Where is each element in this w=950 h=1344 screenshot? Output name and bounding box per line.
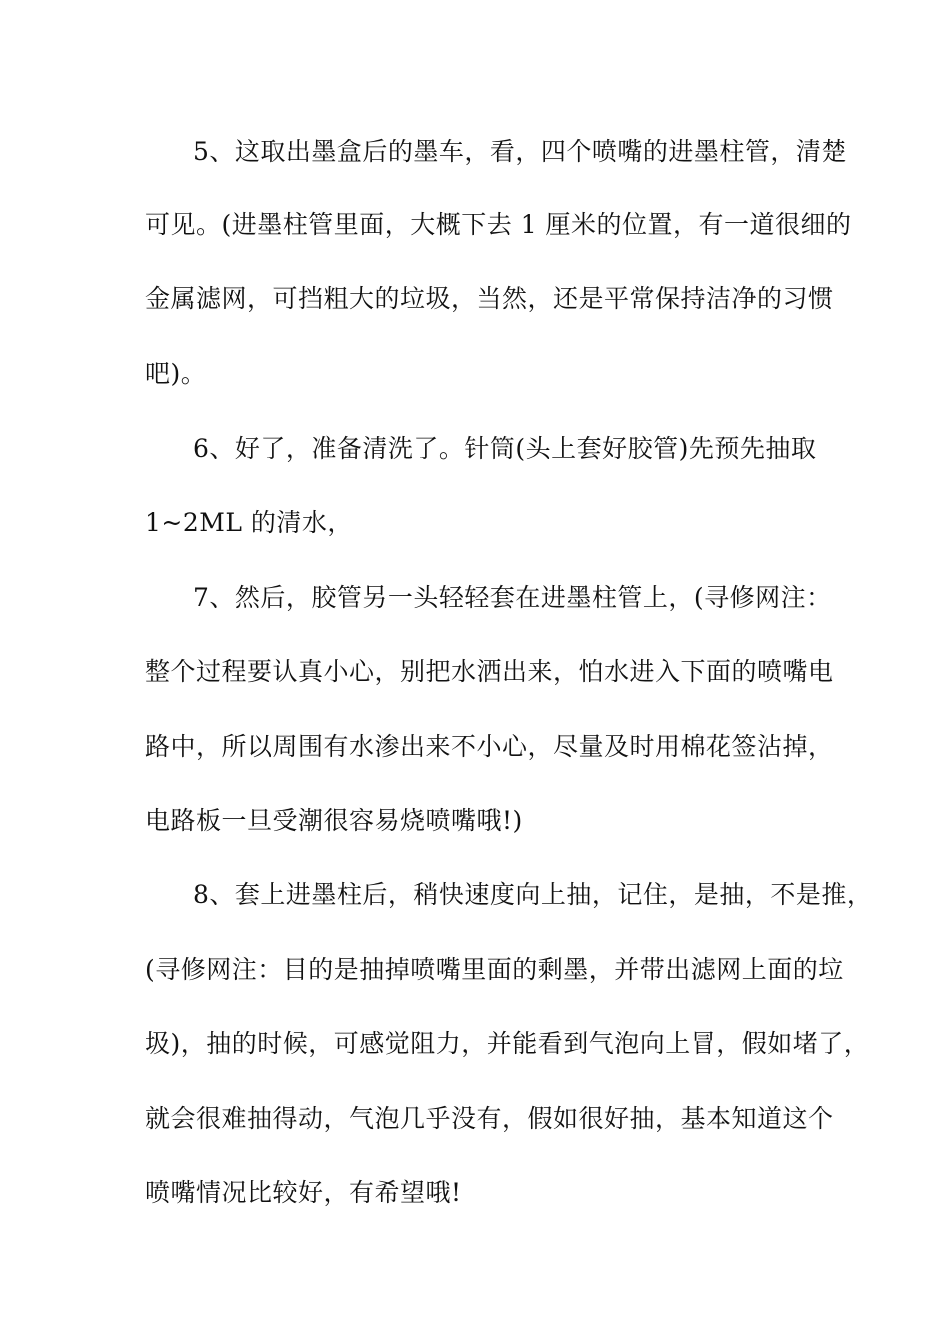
paragraph-8-line-5: 喷嘴情况比较好，有希望哦! — [145, 1178, 462, 1207]
paragraph-5-line-4: 吧)。 — [145, 359, 207, 388]
paragraph-5-line-2: 可见。(进墨柱管里面，大概下去 1 厘米的位置，有一道很细的 — [145, 210, 852, 239]
paragraph-7-line-3: 路中，所以周围有水渗出来不小心，尽量及时用棉花签沾掉， — [145, 732, 834, 761]
paragraph-6-line-2: 1~2ML 的清水， — [145, 508, 353, 537]
paragraph-5-line-3: 金属滤网，可挡粗大的垃圾，当然，还是平常保持洁净的习惯 — [145, 284, 834, 313]
paragraph-6-line-1: 6、好了，准备清洗了。针筒(头上套好胶管)先预先抽取 — [193, 434, 817, 463]
paragraph-7-line-1: 7、然后，胶管另一头轻轻套在进墨柱管上，(寻修网注： — [193, 583, 832, 612]
paragraph-7-line-2: 整个过程要认真小心，别把水洒出来，怕水进入下面的喷嘴电 — [145, 657, 834, 686]
paragraph-5-line-1: 5、这取出墨盒后的墨车，看，四个喷嘴的进墨柱管，清楚 — [193, 137, 847, 166]
paragraph-7-line-4: 电路板一旦受潮很容易烧喷嘴哦!) — [145, 806, 523, 835]
paragraph-8-line-1: 8、套上进墨柱后，稍快速度向上抽，记住，是抽，不是推， — [193, 880, 873, 909]
paragraph-8-line-4: 就会很难抽得动，气泡几乎没有，假如很好抽，基本知道这个 — [145, 1104, 834, 1133]
paragraph-8-line-2: (寻修网注：目的是抽掉喷嘴里面的剩墨，并带出滤网上面的垃 — [145, 955, 844, 984]
paragraph-8-line-3: 圾)，抽的时候，可感觉阻力，并能看到气泡向上冒，假如堵了， — [145, 1029, 870, 1058]
